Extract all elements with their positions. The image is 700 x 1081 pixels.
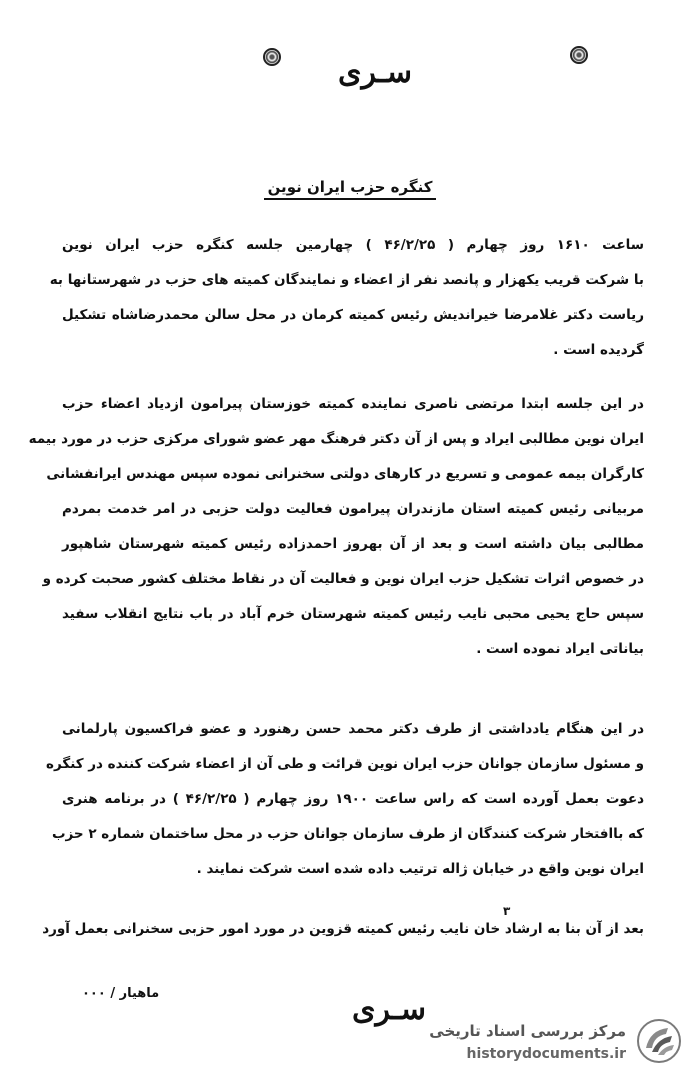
text-line: بیاناتی ایراد نموده است . (476, 641, 644, 657)
text-line: گردیده است . (553, 342, 644, 358)
text-line: سپس حاج یحیی محبی نایب رئیس کمیته شهرستان خرم آباد در باب نتایج انقلاب سفید (62, 606, 644, 622)
archive-watermark (382, 1016, 682, 1076)
text-line: در این هنگام یادداشتی از طرف دکتر محمد حسن رهنورد و عضو فراکسیون پارلمانی (62, 721, 644, 737)
margin-mark: ۳ (503, 904, 511, 918)
footer-classification: سـری (352, 992, 426, 1027)
text-line: مربیانی رئیس کمیته استان مازندران پیرامون فعالیت دولت حزبی در امر خدمت بمردم (62, 501, 644, 517)
document-title (0, 178, 700, 196)
text-line: ایران نوین واقع در خیابان ژاله ترتیب داده شده است شرکت نمایند . (196, 861, 644, 877)
archive-url: historydocuments.ir (466, 1046, 626, 1062)
punch-hole-left-icon (263, 48, 281, 66)
text-line: با شرکت قریب یکهزار و پانصد نفر از اعضاء و نمایندگان کمیته های حزب در شهرستانها به (49, 272, 644, 288)
paragraph-3 (45, 712, 645, 887)
paragraph-1 (49, 228, 645, 368)
text-line: ساعت ۱۶۱۰ روز چهارم ( ۴۶/۲/۲۵ ) چهارمین جلسه کنگره حزب ایران نوین (62, 237, 645, 253)
paragraph-4 (42, 912, 644, 947)
header-classification: سـری (338, 55, 412, 90)
paragraph-2 (28, 387, 644, 667)
text-line: ریاست دکتر غلامرضا خیراندیش رئیس کمیته کرمان در محل سالن محمدرضاشاه تشکیل (62, 307, 644, 323)
text-line: در خصوص اثرات تشکیل حزب ایران نوین و فعالیت آن در نقاط مختلف کشور صحبت کرده و (42, 571, 644, 587)
archive-name: مرکز بررسی اسناد تاریخی (429, 1022, 626, 1040)
punch-hole-right-icon (570, 46, 588, 64)
text-line: که باافتخار شرکت کنندگان از طرف سازمان جوانان حزب در محل ساختمان شماره ۲ حزب (51, 826, 644, 842)
text-line: و مسئول سازمان جوانان حزب ایران نوین قرائت و طی آن از اعضاء شرکت کننده در کنگره (45, 756, 644, 772)
text-line: مطالبی بیان داشته است و بعد از آن بهروز احمدزاده رئیس کمیته شهرستان شاهپور (62, 536, 644, 552)
text-line: در این جلسه ابتدا مرتضی ناصری نماینده کمیته خوزستان پیرامون ازدیاد اعضاء حزب (62, 396, 644, 412)
text-line: ایران نوین مطالبی ایراد و پس از آن دکتر فرهنگ مهر عضو شورای مرکزی حزب در مورد بیمه (28, 431, 644, 447)
document-reference: ماهیار / ۰۰۰ (82, 986, 160, 1001)
text-line: دعوت بعمل آورده است که راس ساعت ۱۹۰۰ روز چهارم ( ۴۶/۲/۲۵ ) در برنامه هنری (62, 791, 645, 807)
text-line: بعد از آن بنا به ارشاد خان نایب رئیس کمیته قزوین در مورد امور حزبی سخنرانی بعمل آورد (42, 921, 644, 937)
text-line: کارگران بیمه عمومی و تسریع در کارهای دولتی سخنرانی نموده سپس مهندس ایرانفشانی (46, 466, 644, 482)
archive-logo-icon (636, 1018, 682, 1064)
document-title-text: کنگره حزب ایران نوین (264, 178, 437, 200)
